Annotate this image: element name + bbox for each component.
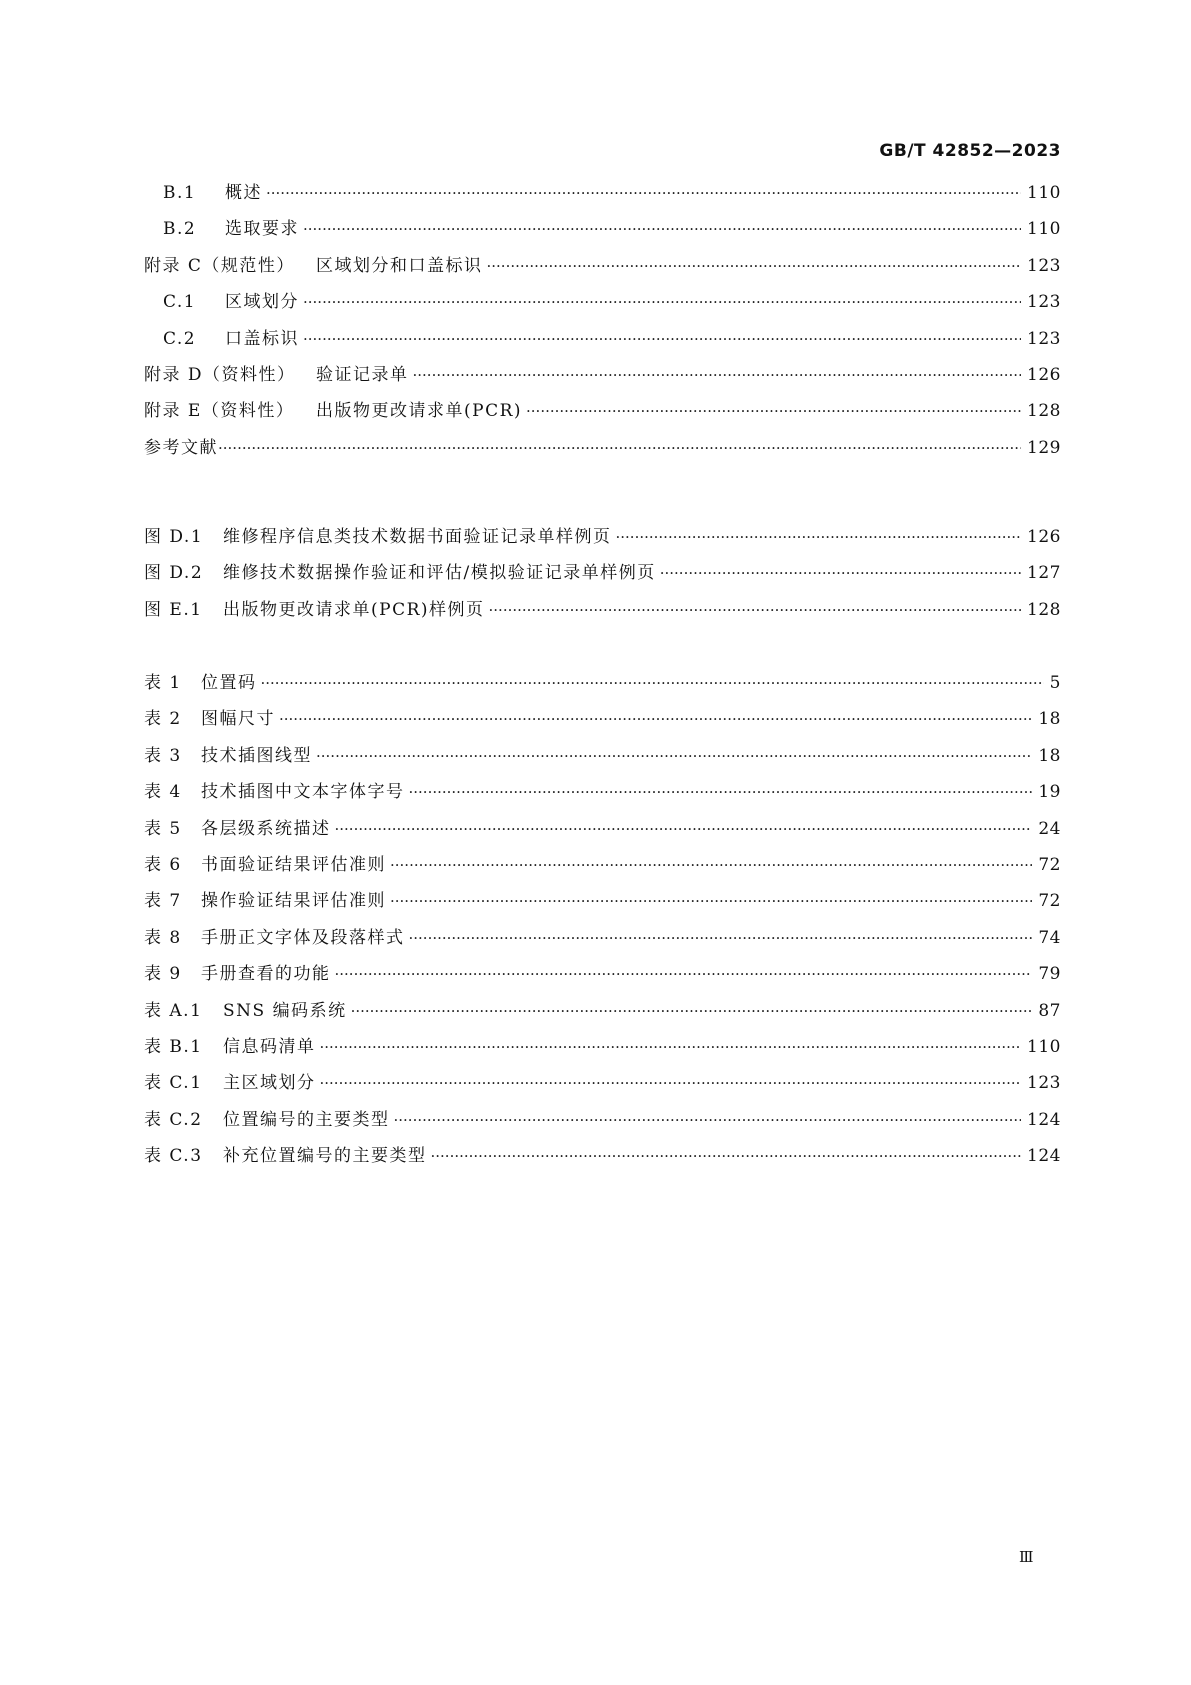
table-entry[interactable] [144, 741, 1061, 777]
toc-leader-dots [413, 366, 1022, 384]
toc-entry-number: C.2 [163, 328, 197, 349]
table-entry-number: 表 2 [144, 709, 182, 730]
table-entry-page: 123 [1027, 1073, 1061, 1094]
figure-entry-title: 维修技术数据操作验证和评估/模拟验证记录单样例页 [223, 563, 656, 584]
table-entry-page: 87 [1038, 1000, 1061, 1021]
toc-leader-dots [431, 1147, 1022, 1165]
toc-leader-dots [279, 710, 1032, 728]
table-entry-number: 表 1 [144, 673, 182, 693]
toc-entry-number: 附录 E（资料性） [144, 401, 295, 422]
toc-leader-dots [320, 1038, 1022, 1056]
toc-leader-dots [335, 965, 1033, 983]
toc-entry[interactable] [144, 396, 1061, 432]
table-entry-title: SNS 编码系统 [223, 1000, 347, 1021]
toc-leader-dots [409, 929, 1033, 947]
figure-entry-number: 图 D.2 [144, 563, 204, 584]
table-entry-title: 主区域划分 [223, 1073, 316, 1094]
table-entry-title: 图幅尺寸 [201, 709, 275, 730]
standard-code: GB/T 42852—2023 [879, 141, 1061, 161]
toc-contents [144, 178, 1061, 469]
table-entry[interactable] [144, 1032, 1061, 1068]
toc-entry-page: 123 [1027, 292, 1061, 313]
toc-entry-page: 123 [1027, 328, 1061, 349]
table-entry-number: 表 5 [144, 818, 182, 839]
table-entry-number: 表 A.1 [144, 1000, 203, 1021]
table-entry-number: 表 3 [144, 745, 182, 766]
table-entry[interactable] [144, 777, 1061, 813]
table-entry-page: 124 [1027, 1109, 1061, 1130]
table-entry-title: 手册正文字体及段落样式 [201, 927, 405, 948]
toc-entry-title: 口盖标识 [225, 328, 299, 349]
toc-leader-dots [660, 564, 1021, 582]
toc-entry-title: 选取要求 [225, 219, 299, 240]
table-entry-page: 24 [1038, 818, 1061, 839]
toc-entry-page: 110 [1027, 219, 1061, 240]
toc-entry-page: 126 [1027, 364, 1061, 385]
figure-entry-title: 维修程序信息类技术数据书面验证记录单样例页 [223, 527, 612, 547]
figure-entry[interactable] [144, 558, 1061, 594]
table-entry-page: 72 [1038, 854, 1061, 875]
table-entry[interactable] [144, 1068, 1061, 1104]
toc-entry[interactable] [144, 178, 1061, 214]
table-entry-number: 表 B.1 [144, 1036, 203, 1057]
table-entry-title: 技术插图中文本字体字号 [201, 782, 405, 803]
table-entry[interactable] [144, 959, 1061, 995]
toc-tables [144, 668, 1061, 1177]
table-entry-title: 书面验证结果评估准则 [201, 854, 386, 875]
toc-leader-dots [316, 747, 1032, 765]
toc-entry-number: B.1 [163, 183, 197, 203]
table-entry-page: 19 [1038, 782, 1061, 803]
table-entry-page: 79 [1038, 964, 1061, 985]
table-entry-number: 表 8 [144, 927, 182, 948]
table-entry-title: 位置码 [201, 673, 257, 693]
toc-leader-dots [616, 528, 1022, 546]
figure-entry-number: 图 E.1 [144, 599, 203, 620]
table-entry-number: 表 7 [144, 891, 182, 912]
table-entry[interactable] [144, 923, 1061, 959]
toc-leader-dots [303, 293, 1021, 311]
table-entry-page: 5 [1049, 673, 1061, 693]
toc-leader-dots [335, 820, 1033, 838]
toc-entry[interactable] [144, 360, 1061, 396]
toc-entry-page: 129 [1027, 437, 1061, 458]
table-entry-number: 表 9 [144, 964, 182, 985]
toc-leader-dots [320, 1074, 1022, 1092]
table-entry[interactable] [144, 886, 1061, 922]
figure-entry-page: 126 [1027, 527, 1061, 547]
figure-entry-title: 出版物更改请求单(PCR)样例页 [223, 599, 485, 620]
page-number: Ⅲ [1019, 1548, 1034, 1566]
toc-entry[interactable] [144, 214, 1061, 250]
toc-entry[interactable] [144, 433, 1061, 469]
table-entry-title: 操作验证结果评估准则 [201, 891, 386, 912]
toc-leader-dots [351, 1002, 1033, 1020]
toc-leader-dots [303, 330, 1021, 348]
table-entry[interactable] [144, 996, 1061, 1032]
figure-entry-page: 128 [1027, 599, 1061, 620]
table-entry[interactable] [144, 1141, 1061, 1177]
table-entry-title: 补充位置编号的主要类型 [223, 1146, 427, 1167]
toc-entry[interactable] [144, 324, 1061, 360]
table-entry-title: 各层级系统描述 [201, 818, 331, 839]
toc-leader-dots [394, 1111, 1022, 1129]
figure-entry[interactable] [144, 522, 1061, 558]
toc-leader-dots [489, 601, 1022, 619]
toc-entry[interactable] [144, 287, 1061, 323]
table-entry-number: 表 4 [144, 782, 182, 803]
toc-entry[interactable] [144, 251, 1061, 287]
toc-leader-dots [261, 674, 1044, 692]
table-entry-page: 18 [1038, 745, 1061, 766]
table-entry-number: 表 C.3 [144, 1146, 203, 1167]
toc-leader-dots [266, 184, 1021, 202]
table-entry-title: 位置编号的主要类型 [223, 1109, 390, 1130]
table-entry-page: 72 [1038, 891, 1061, 912]
toc-entry-title: 参考文献 [144, 437, 218, 458]
toc-entry-title: 区域划分和口盖标识 [316, 255, 483, 276]
figure-entry[interactable] [144, 595, 1061, 631]
table-entry-page: 74 [1038, 927, 1061, 948]
toc-entry-page: 128 [1027, 401, 1061, 422]
toc-entry-title: 概述 [225, 183, 262, 203]
toc-entry-page: 110 [1027, 183, 1061, 203]
toc-entry-title: 出版物更改请求单(PCR) [316, 401, 523, 422]
table-entry-number: 表 C.2 [144, 1109, 203, 1130]
table-entry[interactable] [144, 850, 1061, 886]
table-entry-page: 110 [1027, 1036, 1061, 1057]
toc-figures [144, 522, 1061, 631]
figure-entry-number: 图 D.1 [144, 527, 204, 547]
table-entry[interactable] [144, 668, 1061, 704]
toc-entry-title: 验证记录单 [316, 364, 409, 385]
toc-entry-page: 123 [1027, 255, 1061, 276]
toc-leader-dots [218, 439, 1021, 457]
toc-entry-number: 附录 C（规范性） [144, 255, 295, 276]
toc-leader-dots [409, 783, 1033, 801]
table-entry[interactable] [144, 1105, 1061, 1141]
toc-entry-number: B.2 [163, 219, 197, 240]
table-entry-title: 手册查看的功能 [201, 964, 331, 985]
table-entry-title: 技术插图线型 [201, 745, 312, 766]
table-entry[interactable] [144, 704, 1061, 740]
table-entry-page: 18 [1038, 709, 1061, 730]
toc-entry-title: 区域划分 [225, 292, 299, 313]
toc-leader-dots [303, 220, 1021, 238]
toc-leader-dots [390, 892, 1032, 910]
toc-leader-dots [526, 402, 1021, 420]
toc-entry-number: 附录 D（资料性） [144, 364, 296, 385]
table-entry[interactable] [144, 814, 1061, 850]
toc-entry-number: C.1 [163, 292, 197, 313]
figure-entry-page: 127 [1027, 563, 1061, 584]
toc-leader-dots [487, 257, 1022, 275]
table-entry-page: 124 [1027, 1146, 1061, 1167]
table-entry-number: 表 C.1 [144, 1073, 203, 1094]
table-entry-title: 信息码清单 [223, 1036, 316, 1057]
table-entry-number: 表 6 [144, 854, 182, 875]
toc-leader-dots [390, 856, 1032, 874]
